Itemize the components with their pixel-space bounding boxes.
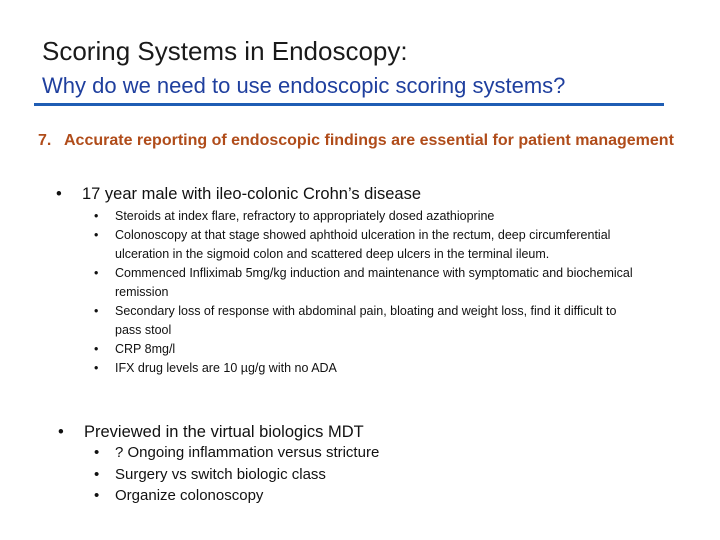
bullet-icon: • [94,487,100,504]
case-heading-item [56,183,676,205]
list-item [94,226,634,264]
review-heading-item [58,421,678,443]
list-item-text: Steroids at index flare, refractory to appropriately dosed azathioprine [115,209,495,223]
list-item-text: Organize colonoscopy [115,487,264,504]
point-number: 7. [38,132,52,149]
bullet-icon: • [94,342,99,356]
title-divider [34,103,664,106]
list-item [94,359,634,378]
list-item-text: Secondary loss of response with abdominal pain, bloating and weight loss, find it difficult to pass stool [115,304,617,337]
list-item-text: Surgery vs switch biologic class [115,465,326,483]
case-heading: 17 year male with ileo-colonic Crohn’s disease [82,185,422,203]
case-details-list [94,207,634,378]
list-item [94,464,634,486]
bullet-icon: • [94,444,100,461]
bullet-icon: • [94,361,99,375]
list-item-text: ? Ongoing inflammation versus stricture [115,444,380,461]
review-heading: Previewed in the virtual biologics MDT [84,423,364,441]
list-item-text: Commenced Infliximab 5mg/kg induction and maintenance with symptomatic and biochemical remission [115,266,633,299]
list-item [94,485,634,507]
review-list [94,442,634,507]
list-item [94,207,634,226]
list-item [94,302,634,340]
bullet-icon: • [94,228,99,242]
bullet-icon: • [58,423,64,441]
slide-subtitle: Why do we need to use endoscopic scoring systems? [42,73,566,98]
point-text: Accurate reporting of endoscopic findings are essential for patient management [64,132,674,149]
list-item-text: Colonoscopy at that stage showed aphthoid ulceration in the rectum, deep circumferential ulceration in the sigmoid colon and scattered deep ulcers in the terminal ileum. [115,228,611,261]
list-item [94,264,634,302]
bullet-icon: • [56,185,62,203]
slide-title: Scoring Systems in Endoscopy: [42,36,408,66]
bullet-icon: • [94,304,99,318]
list-item-text: IFX drug levels are 10 µg/g with no ADA [115,361,337,375]
bullet-icon: • [94,266,99,280]
list-item [94,340,634,359]
list-item [94,442,634,464]
bullet-icon: • [94,465,100,483]
numbered-point [38,130,678,152]
list-item-text: CRP 8mg/l [115,342,176,356]
bullet-icon: • [94,209,99,223]
